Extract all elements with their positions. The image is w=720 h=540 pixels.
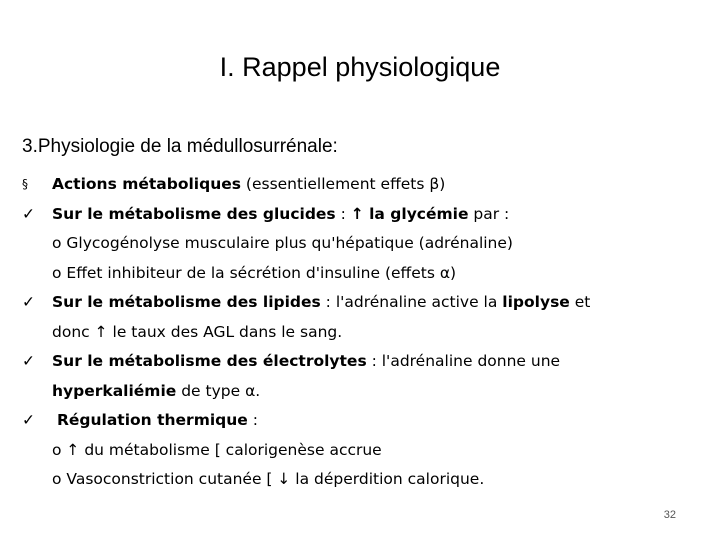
bullet-bold-text: hyperkaliémie: [52, 381, 177, 400]
sub-item-metabolisme: [22, 436, 692, 466]
sub-item-glycogenolyse: [22, 229, 692, 259]
bullet-continuation: donc ↑ le taux des AGL dans le sang.: [52, 322, 343, 341]
bullet-bold-text: Régulation thermique: [56, 411, 248, 429]
bullet-bold-text: Actions métaboliques: [52, 175, 241, 193]
bullet-electrolytes: [22, 347, 692, 377]
slide-content: [22, 170, 692, 495]
square-bullet-icon: §: [22, 177, 28, 191]
bullet-text: : l'adrénaline active la: [320, 293, 503, 311]
bullet-bold-text: Sur le métabolisme des électrolytes: [52, 352, 367, 370]
bullet-glucides: [22, 200, 692, 230]
checkmark-icon: ✓: [22, 293, 35, 311]
slide-title: I. Rappel physiologique: [219, 52, 501, 82]
circle-bullet-icon: o: [52, 263, 62, 282]
sub-item-text: Vasoconstriction cutanée [ ↓ la déperdition calorique.: [66, 470, 485, 488]
bullet-lipides: [22, 288, 692, 318]
circle-bullet-icon: o: [52, 234, 62, 252]
bullet-bold-text: Sur le métabolisme des glucides: [52, 204, 336, 223]
circle-bullet-icon: o: [52, 470, 62, 488]
slide-number: 32: [663, 509, 676, 521]
checkmark-icon: ✓: [22, 411, 35, 429]
sub-item-text: ↑ du métabolisme [ calorigenèse accrue: [66, 440, 382, 459]
bullet-regulation-thermique: [22, 406, 692, 436]
bullet-text: :: [335, 204, 351, 223]
bullet-text: : l'adrénaline donne une: [366, 352, 561, 370]
sub-item-insuline: [22, 259, 692, 289]
sub-item-vasoconstriction: [22, 465, 692, 495]
bullet-text: de type α.: [176, 381, 261, 400]
bullet-text: (essentiellement effets β): [240, 175, 446, 193]
bullet-text: :: [247, 411, 258, 429]
sub-item-text: Effet inhibiteur de la sécrétion d'insuline (effets α): [66, 263, 457, 282]
sub-item-text: Glycogénolyse musculaire plus qu'hépatique (adrénaline): [66, 234, 513, 252]
bullet-bold-text: lipolyse: [502, 293, 570, 311]
checkmark-icon: ✓: [22, 352, 35, 370]
bullet-actions-metaboliques: [22, 170, 692, 200]
checkmark-icon: ✓: [22, 204, 35, 223]
section-heading: 3.Physiologie de la médullosurrénale:: [22, 136, 338, 157]
bullet-continuation: [22, 377, 692, 407]
bullet-bold-text: ↑ la glycémie: [350, 204, 469, 223]
circle-bullet-icon: o: [52, 440, 62, 459]
bullet-text: et: [569, 293, 591, 311]
bullet-text: par :: [468, 204, 510, 223]
bullet-bold-text: Sur le métabolisme des lipides: [52, 293, 321, 311]
